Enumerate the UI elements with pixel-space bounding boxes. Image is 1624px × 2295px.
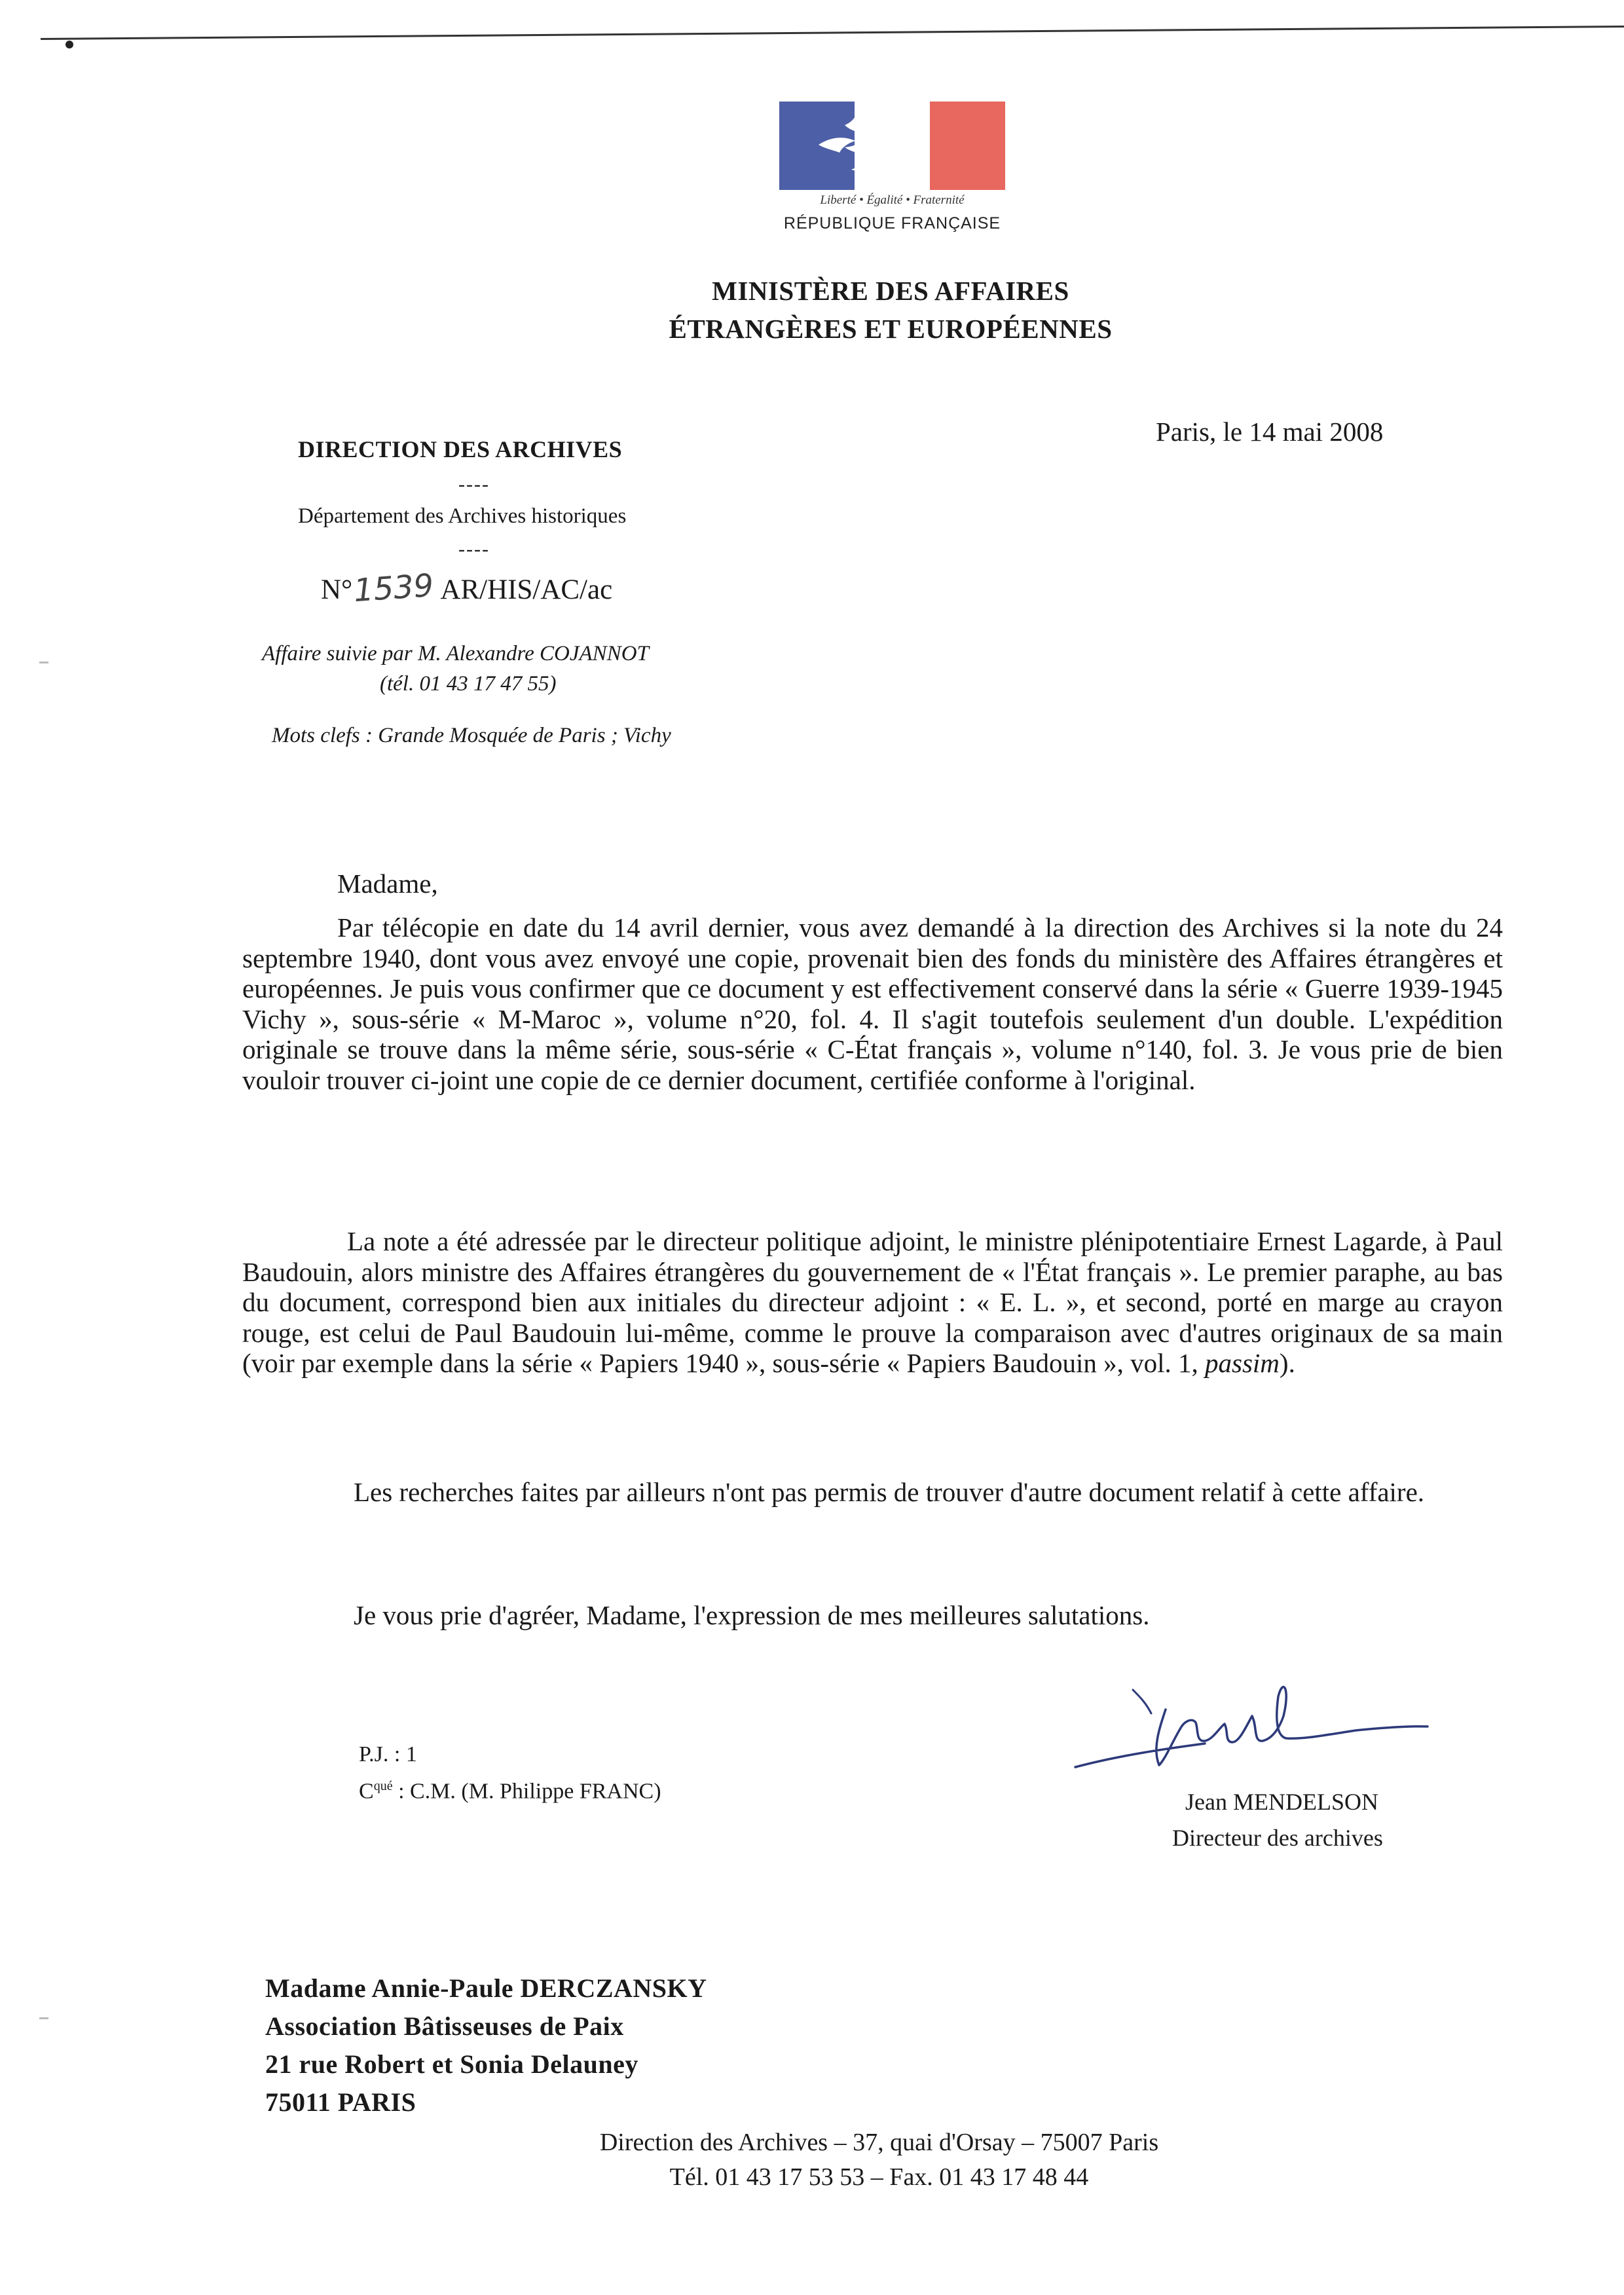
signatory-name: Jean MENDELSON: [1185, 1789, 1378, 1815]
devise-text: Liberté • Égalité • Fraternité: [820, 193, 965, 207]
scan-dot: [65, 41, 73, 48]
ministry-title: [563, 272, 1218, 348]
reference-suffix: AR/HIS/AC/ac: [440, 574, 613, 605]
department-name: Département des Archives historiques: [298, 504, 627, 528]
marianne-profile-icon: [779, 102, 1005, 190]
scan-margin-mark: [39, 662, 48, 663]
handwritten-signature: [1067, 1651, 1434, 1782]
scan-edge-line: [41, 26, 1624, 40]
republique-francaise-logo: [779, 102, 1005, 239]
republique-francaise-text: RÉPUBLIQUE FRANÇAISE: [783, 214, 1001, 233]
closing-formula: Je vous prie d'agréer, Madame, l'expression de mes meilleures salutations.: [354, 1600, 1150, 1630]
paragraph-2-text: La note a été adressée par le directeur politique adjoint, le ministre plénipotentiaire Ernest Lagarde, à Paul Baudouin, alors ministre des Affaires étrangères du gouvernement de « l'État français ». Le premier paraphe, au bas du document, correspond bien aux initiales du directeur adjoint : « E. L. », et second, porté en marge au crayon rouge, est celui de Paul Baudouin lui-même, comme le prouve la comparaison avec d'autres originaux de sa main (voir par exemple dans la série « Papiers 1940 », sous-série « Papiers Baudouin », vol. 1,: [242, 1226, 1503, 1378]
footer-phone-fax: Tél. 01 43 17 53 53 – Fax. 01 43 17 48 44: [669, 2163, 1089, 2191]
addressee-organisation: Association Bâtisseuses de Paix: [265, 2011, 624, 2041]
case-handler: [262, 639, 649, 699]
keywords: Mots clefs : Grande Mosquée de Paris ; Vichy: [272, 724, 671, 747]
enclosures: [359, 1739, 661, 1807]
reference-number: [321, 567, 613, 610]
footer: [521, 2125, 1238, 2195]
signatory-title: Directeur des archives: [1172, 1825, 1383, 1851]
paragraph-3: Les recherches faites par ailleurs n'ont pas permis de trouver d'autre document relatif à cette affaire.: [354, 1477, 1425, 1507]
ministry-title-line1: MINISTÈRE DES AFFAIRES: [712, 276, 1069, 306]
reference-handwritten-number: 1539: [352, 567, 435, 610]
copy-to: $C^{qué}$ : C.M. (M. Philippe FRANC): [359, 1779, 661, 1804]
paragraph-1: Par télécopie en date du 14 avril dernier, vous avez demandé à la direction des Archives si la note du 24 septembre 1940, dont vous avez envoyé une copie, provenait bien des fonds du ministère des Affaires étrangères et européennes. Je puis vous confirmer que ce document y est effectivement conservé dans la série « Guerre 1939-1945 Vichy », sous-série « M-Maroc », volume n°20, fol. 4. Il s'agit toutefois seulement d'un double. L'expédition originale se trouve dans la même série, sous-série « C-État français », volume n°140, fol. 3. Je vous prie de bien vouloir trouver ci-joint une copie de ce dernier document, certifiée conforme à l'original.: [242, 912, 1503, 1095]
paragraph-2: [242, 1226, 1503, 1379]
paragraph-2-italic: passim: [1205, 1348, 1280, 1378]
addressee-street: 21 rue Robert et Sonia Delauney: [265, 2049, 638, 2079]
addressee-name: Madame Annie-Paule DERCZANSKY: [265, 1973, 707, 2003]
salutation: Madame,: [337, 868, 438, 899]
case-handler-phone: (tél. 01 43 17 47 55): [380, 672, 557, 696]
separator: ----: [458, 474, 490, 495]
scan-margin-mark: [39, 2017, 48, 2019]
separator: ----: [458, 538, 490, 560]
addressee-city: 75011 PARIS: [265, 2087, 416, 2117]
case-handler-line1: Affaire suivie par M. Alexandre COJANNOT: [262, 642, 649, 665]
footer-address: Direction des Archives – 37, quai d'Orsay – 75007 Paris: [599, 2129, 1159, 2156]
paragraph-2-end: ).: [1279, 1348, 1295, 1378]
direction-title: DIRECTION DES ARCHIVES: [298, 436, 623, 462]
letter-date: Paris, le 14 mai 2008: [1156, 417, 1384, 447]
ministry-title-line2: ÉTRANGÈRES ET EUROPÉENNES: [669, 314, 1113, 344]
reference-prefix: N°: [321, 574, 353, 605]
enclosure-count: P.J. : 1: [359, 1742, 417, 1766]
addressee-block: [265, 1969, 707, 2121]
